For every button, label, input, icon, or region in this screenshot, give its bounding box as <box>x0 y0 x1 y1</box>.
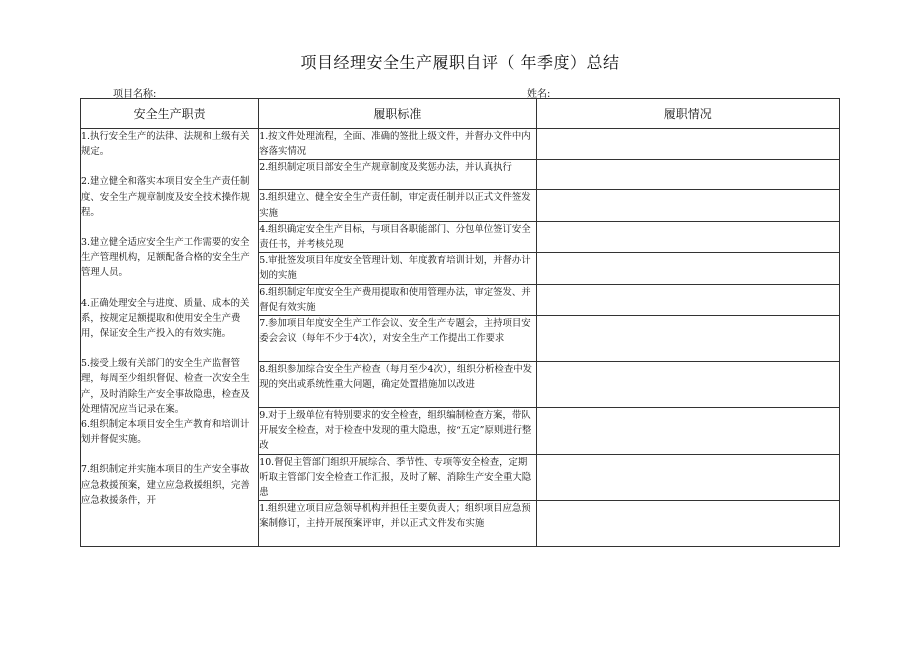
table-row <box>81 129 840 160</box>
performance-cell[interactable] <box>536 316 839 362</box>
performance-cell[interactable] <box>536 501 839 547</box>
performance-cell[interactable] <box>536 362 839 408</box>
duty-item: 2.建立健全和落实本项目安全生产责任制度、安全生产规章制度及安全技术操作规程。 <box>81 176 250 218</box>
performance-cell[interactable] <box>536 160 839 190</box>
standard-cell: 2.组织制定项目部安全生产规章制度及奖惩办法，并认真执行 <box>259 160 536 190</box>
self-evaluation-table <box>80 98 840 547</box>
header-performance: 履职情况 <box>536 99 839 129</box>
performance-cell[interactable] <box>536 221 839 252</box>
standard-cell: 6.组织制定年度安全生产费用提取和使用管理办法，审定签发、并督促有效实施 <box>259 284 536 315</box>
document-title: 项目经理安全生产履职自评（ 年季度）总结 <box>300 53 620 72</box>
standard-cell: 3.组织建立、健全安全生产责任制，审定责任制并以正式文件签发实施 <box>259 190 536 221</box>
standard-cell: 4.组织确定安全生产目标，与项目各职能部门、分包单位签订安全责任书，并考核兑现 <box>259 221 536 252</box>
performance-cell[interactable] <box>536 408 839 455</box>
duty-item: 5.接受上级有关部门的安全生产监督管理，每周至少组织督促、检查一次安全生产，及时消除生产安全事故隐患，检查及处理情况应当记录在案。 <box>81 358 250 415</box>
header-standards: 履职标准 <box>259 99 536 129</box>
standard-cell: 1.组织建立项目应急领导机构并担任主要负责人；组织项目应急预案制修订，主持开展预案评审，并以正式文件发布实施 <box>259 501 536 547</box>
duties-cell <box>81 129 259 547</box>
performance-cell[interactable] <box>536 190 839 221</box>
duty-item: 3.建立健全适应安全生产工作需要的安全生产管理机构，足额配备合格的安全生产管理人员。 <box>81 237 250 279</box>
name-label: 姓名: <box>527 89 551 100</box>
standard-cell: 9.对于上级单位有特别要求的安全检查，组织编制检查方案，带队开展安全检查，对于检查中发现的重大隐患，按“五定”原则进行整改 <box>259 408 536 455</box>
standard-cell: 5.审批签发项目年度安全管理计划、年度教育培训计划，并督办计划的实施 <box>259 253 536 284</box>
performance-cell[interactable] <box>536 284 839 315</box>
performance-cell[interactable] <box>536 454 839 501</box>
performance-cell[interactable] <box>536 253 839 284</box>
performance-cell[interactable] <box>536 129 839 160</box>
header-duties: 安全生产职责 <box>81 99 259 129</box>
standard-cell: 10.督促主管部门组织开展综合、季节性、专项等安全检查，定期听取主管部门安全检查工作汇报，及时了解、消除生产安全重大隐患 <box>259 454 536 501</box>
table-header-row <box>81 99 840 129</box>
standard-cell: 7.参加项目年度安全生产工作会议、安全生产专题会，主持项目安委会会议（每年不少于4次），对安全生产工作提出工作要求 <box>259 316 536 362</box>
duty-item: 7.组织制定并实施本项目的生产安全事故应急救援预案，建立应急救援组织，完善应急救援条件，开 <box>81 464 250 506</box>
duty-item: 1.执行安全生产的法律、法规和上级有关规定。 <box>81 131 250 158</box>
duty-item: 6.组织制定本项目安全生产教育和培训计划并督促实施。 <box>81 419 250 446</box>
standard-cell: 8.组织参加综合安全生产检查（每月至少4次），组织分析检查中发现的突出或系统性重大问题，确定处置措施加以改进 <box>259 362 536 408</box>
standard-cell: 1.按文件处理流程，全面、准确的签批上级文件，并督办文件中内容落实情况 <box>259 129 536 160</box>
project-name-label: 项目名称: <box>113 89 157 100</box>
duty-item: 4.正确处理安全与进度、质量、成本的关系，按规定足额提取和使用安全生产费用，保证安全生产投入的有效实施。 <box>81 297 250 340</box>
